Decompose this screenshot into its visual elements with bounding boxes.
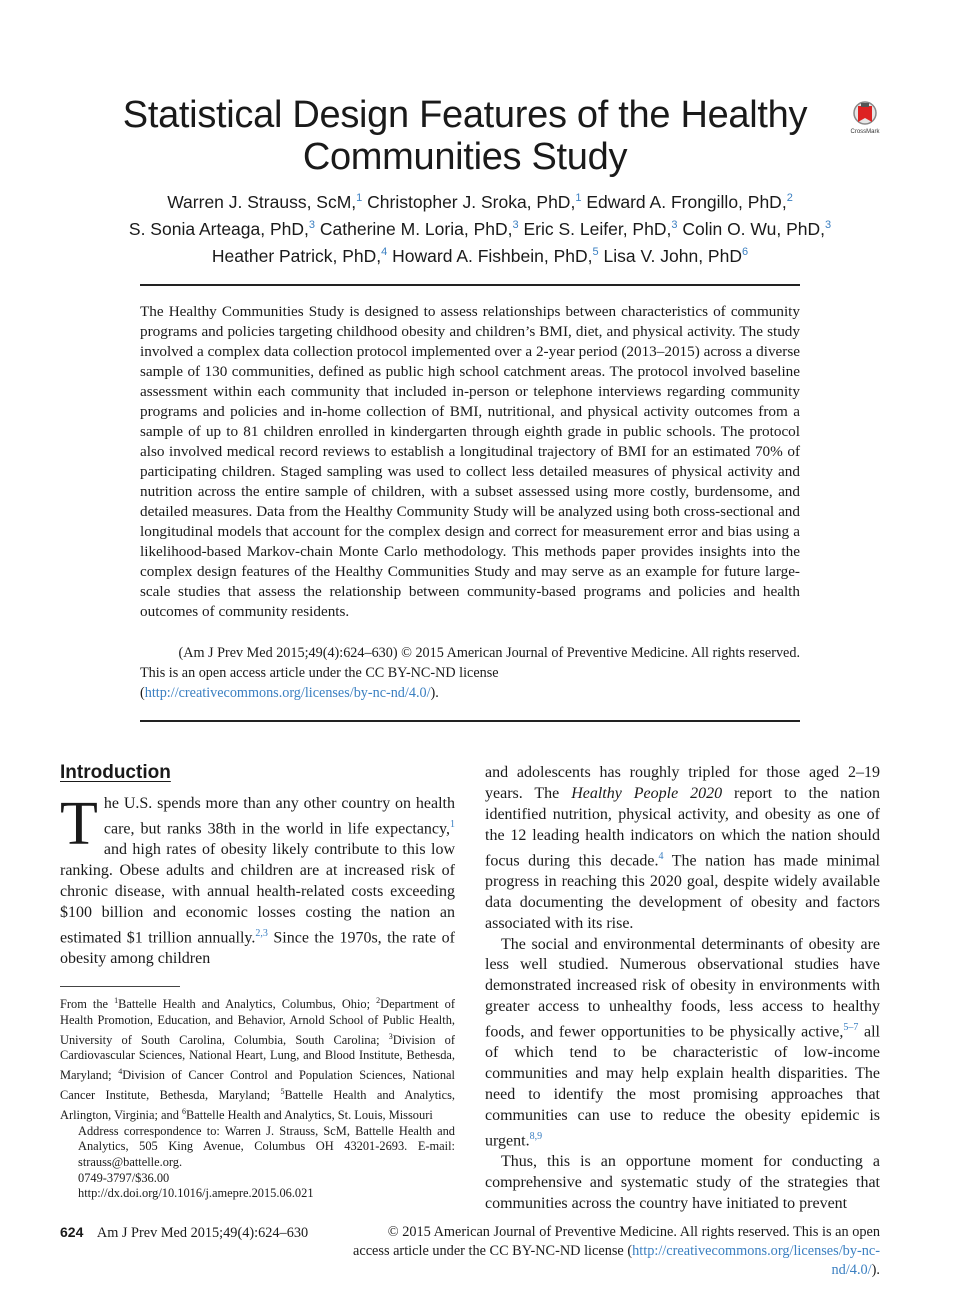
author: Catherine M. Loria, PhD,$^3$ xyxy=(319,219,519,240)
paragraph: The social and environmental determinants of obesity are less well studied. Numerous observational studies have demonstrated increased risk of obesity in environments with greater access to unhealthy foods, less access to healthy foods, and fewer opportunities to be physically active,$^{5-7}$ all of which tend to be characteristic of low-income communities and may help explain health disparities. The need to identify the most promising approaches that communities can use to reduce the obesity epidemic is urgent.$^{8,9}$ xyxy=(485,935,881,1150)
reference-link[interactable]: 5–7 xyxy=(843,1022,859,1034)
affiliation-footnote xyxy=(60,993,455,1202)
paragraph: Thus, this is an opportune moment for conducting a comprehensive and systematic study of the strategies that communities across the country have initiated to prevent xyxy=(485,1153,880,1213)
footnote-rule xyxy=(60,986,180,987)
author: Lisa V. John, PhD$^6$ xyxy=(603,246,749,267)
author: Warren J. Strauss, ScM,$^1$ xyxy=(167,191,363,212)
author: Heather Patrick, PhD,$^4$ xyxy=(211,246,388,267)
abstract-citation: (Am J Prev Med 2015;49(4):624–630) © 2015 American Journal of Preventive Medicine. All rights reserved. This is an open access article under the CC BY-NC-ND license (http://creativecommons.org/licenses/by-nc-nd/4.0/). xyxy=(140,645,800,701)
license-link[interactable]: http://creativecommons.org/licenses/by-nc-nd/4.0/ xyxy=(144,685,431,701)
crossmark-label: CrossMark xyxy=(850,129,880,134)
affiliations: From the $^1$Battelle Health and Analytics, Columbus, Ohio; $^2$Department of Health Promotion, Education, and Behavior, Arnold School of Public Health, University of South Carolina, Columbia, South Carolina; $^3$Division of Cardiovascular Sciences, National Heart, Lung, and Blood Institute, Bethesda, Maryland; $^4$Division of Cancer Control and Population Sciences, National Cancer Institute, Bethesda, Maryland; $^5$Battelle Health and Analytics, Arlington, Virginia; and $^6$Battelle Health and Analytics, St. Louis, Missouri xyxy=(60,996,455,1122)
abstract-bottom-rule xyxy=(140,720,800,722)
paragraph: and adolescents has roughly tripled for those aged 2–19 years. The Healthy People 2020 report to the nation identified nutrition, physical activity, and obesity as one of the 12 leading health indicators on which the nation should focus during this decade.$^4$ The nation has made minimal progress in reaching this 2020 goal, despite widely available data documenting the development of obesity and factors associated with its rise. xyxy=(485,764,881,932)
abstract-text: The Healthy Communities Study is designed to assess relationships between characteristics of community programs and policies targeting childhood obesity and children’s BMI, diet, and physical activity. The study involved a complex data collection protocol implemented over a 2-year period (2013–2015) across a diverse sample of 130 communities, defined as public high school catchment areas. The protocol involved baseline assessment within each community that included in-person or telephone interviews regarding community programs and policies and in-home collection of BMI, nutritional, and physical activity outcomes from a sample of up to 81 children enrolled in kindergarten through eighth grade in public schools. The protocol also involved medical record reviews to establish a longitudinal trajectory of BMI for an estimated 70% of participating children. Staged sampling was used to collect less detailed measures of physical activity and nutrition across the entire sample of children, with a subset assessed using more costly, burdensome, and detailed measures. Data from the Healthy Community Study will be analyzed using both cross-sectional and longitudinal models that account for the complex design and correct for measurement error and bias using a likelihood-based Markov-chain Monte Carlo methodology. This methods paper provides insights into the complex design features of the Healthy Communities Study and may serve as an example for future large-scale studies that assess the relationship between community-based programs and policies and health outcomes of community residents. xyxy=(140,303,800,620)
author: Edward A. Frongillo, PhD,$^2$ xyxy=(586,191,793,212)
author: Eric S. Leifer, PhD,$^3$ xyxy=(523,219,678,240)
journal-citation: Am J Prev Med 2015;49(4):624–630 xyxy=(96,1225,309,1241)
section-heading-introduction: Introduction xyxy=(60,762,171,783)
article-title: Statistical Design Features of the Healthy Communities Study xyxy=(122,94,808,178)
page-number: 624 xyxy=(60,1224,84,1240)
correspondence: Address correspondence to: Warren J. Strauss, ScM, Battelle Health and Analytics, 505 King Avenue, Columbus OH 43201-2693. E-mail: strauss@battelle.org. xyxy=(78,1123,455,1169)
doi-link[interactable]: http://dx.doi.org/10.1016/j.amepre.2015.06.021 xyxy=(78,1186,314,1201)
reference-link[interactable]: 1 xyxy=(450,818,455,830)
issn: 0749-3797/$36.00 xyxy=(78,1170,170,1185)
author: S. Sonia Arteaga, PhD,$^3$ xyxy=(128,219,316,240)
author: Christopher J. Sroka, PhD,$^1$ xyxy=(367,191,582,212)
intro-column-right xyxy=(485,763,880,1215)
license-line: This is an open access article under the CC BY-NC-ND license xyxy=(140,665,499,681)
intro-paragraph-left: The U.S. spends more than any other country on health care, but ranks 38th in the world in life expectancy,$^1$ and high rates of obesity likely contribute to this low ranking. Obese adults and children are at increased risk of chronic disease, with annual health-related costs exceeding $100 billion and economic losses costing the nation an estimated $1 trillion annually.$^{2,3}$ Since the 1970s, the rate of obesity among children xyxy=(60,790,456,967)
crossmark-icon[interactable] xyxy=(848,100,882,134)
author: Howard A. Fishbein, PhD,$^5$ xyxy=(392,246,599,267)
author-list xyxy=(60,187,900,269)
abstract-top-rule xyxy=(140,284,800,286)
citation-line: (Am J Prev Med 2015;49(4):624–630) © 2015 American Journal of Preventive Medicine. All rights reserved. xyxy=(178,645,800,661)
reference-link[interactable]: 8,9 xyxy=(529,1131,543,1143)
author: Colin O. Wu, PhD,$^3$ xyxy=(682,219,832,240)
reference-link[interactable]: 2,3 xyxy=(255,927,268,939)
reference-link[interactable]: 4 xyxy=(658,850,664,862)
footer-copyright: © 2015 American Journal of Preventive Medicine. All rights reserved. This is an open xyxy=(387,1224,880,1240)
footer-license-link[interactable]: http://creativecommons.org/licenses/by-nc-nd/4.0/ xyxy=(632,1243,880,1278)
drop-cap: T xyxy=(60,790,98,858)
